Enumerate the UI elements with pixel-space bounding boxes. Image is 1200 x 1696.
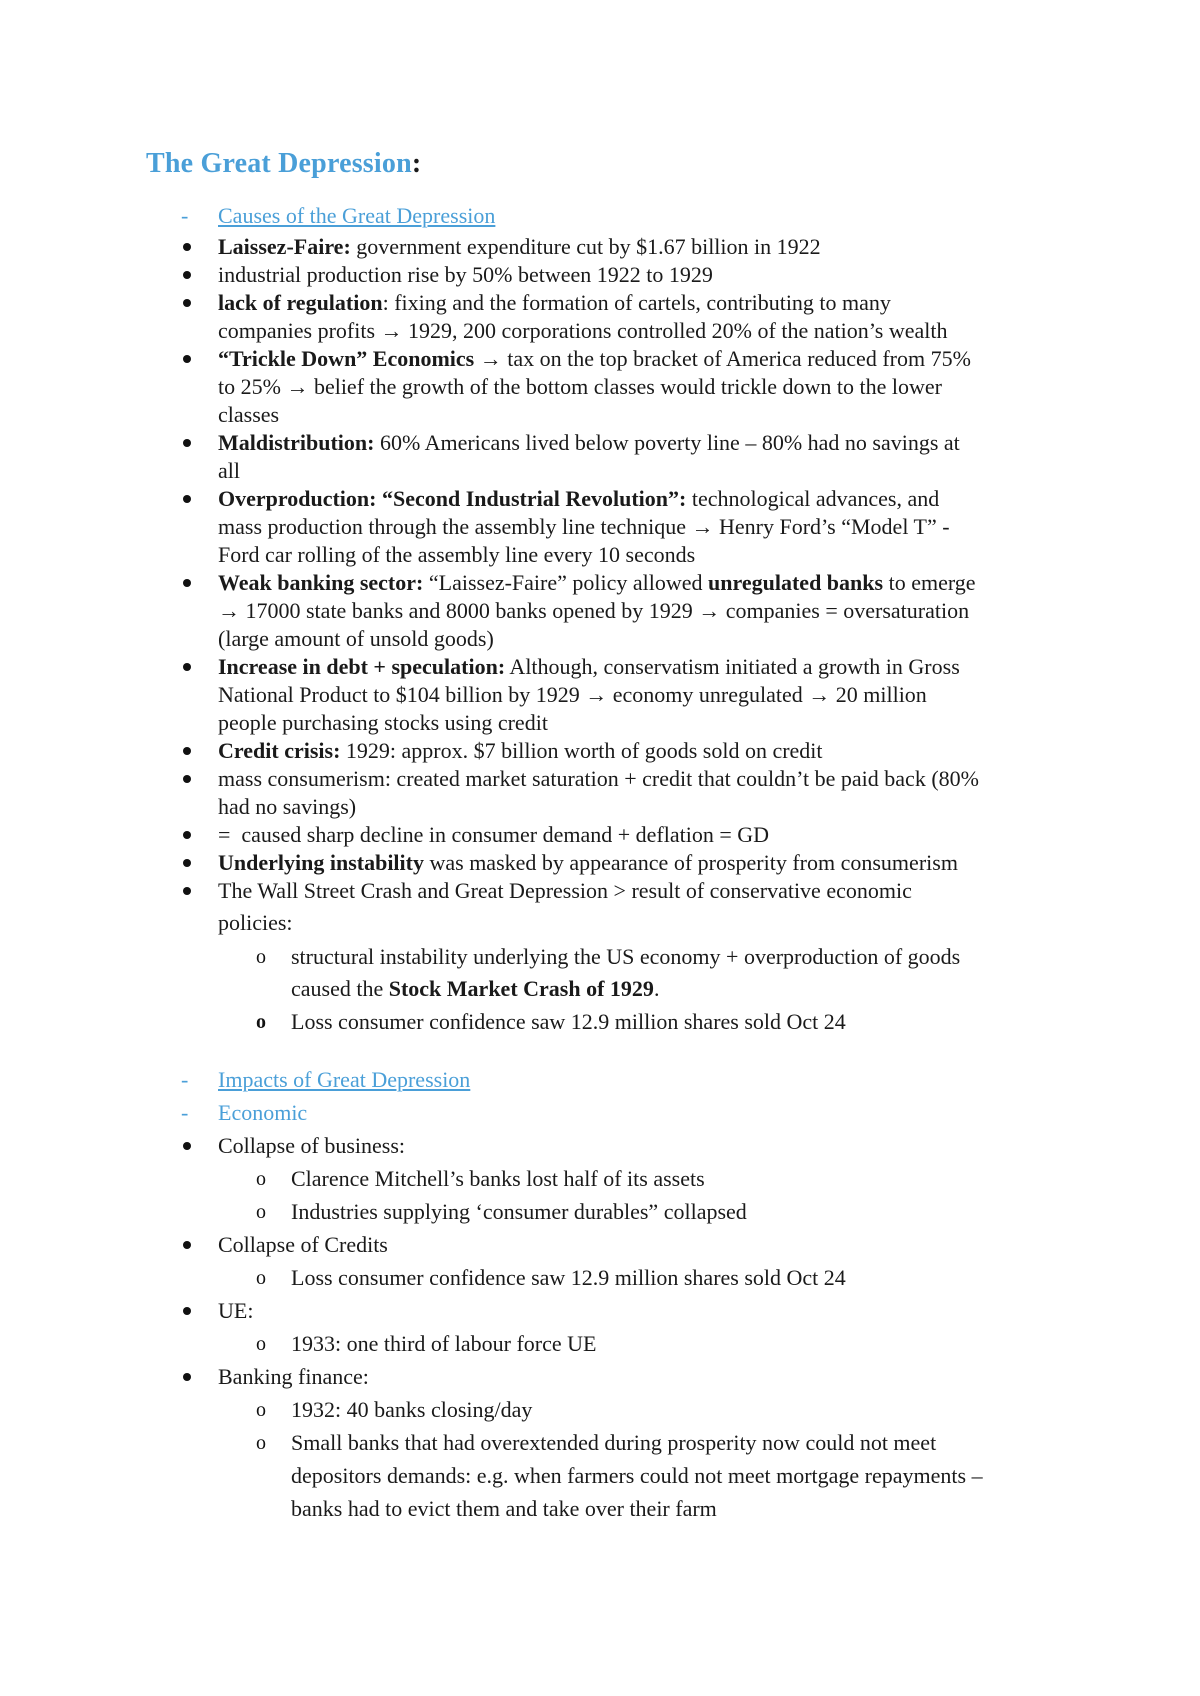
- bullet-dot: [183, 243, 191, 251]
- impacts-link[interactable]: Impacts of Great Depression: [218, 1067, 471, 1092]
- bullet-dot: [183, 859, 191, 867]
- bullet-dot: [183, 1307, 191, 1315]
- circle-bullet-icon: o: [256, 1399, 266, 1421]
- page-title: The Great Depression:: [146, 148, 422, 179]
- bullet-dot: [183, 495, 191, 503]
- circle-bullet-icon: o: [256, 1011, 266, 1033]
- circle-bullet-icon: o: [256, 1201, 266, 1223]
- circle-bullet-icon: o: [256, 1267, 266, 1289]
- bullet-dot: [183, 1142, 191, 1150]
- bullet-dot: [183, 887, 191, 895]
- dash-marker: -: [181, 1067, 189, 1092]
- bullet-dot: [183, 579, 191, 587]
- bullet-dot: [183, 299, 191, 307]
- circle-bullet-icon: o: [256, 1168, 266, 1190]
- dash-marker: -: [181, 203, 189, 228]
- bullet-dot: [183, 355, 191, 363]
- circle-bullet-icon: o: [256, 1432, 266, 1454]
- bullet-dot: [183, 747, 191, 755]
- bullet-dot: [183, 1373, 191, 1381]
- bullet-dot: [183, 439, 191, 447]
- dash-marker: -: [181, 1100, 189, 1125]
- bullet-dot: [183, 775, 191, 783]
- bullet-dot: [183, 1241, 191, 1249]
- circle-bullet-icon: o: [256, 1333, 266, 1355]
- bullet-dot: [183, 271, 191, 279]
- circle-bullet-icon: o: [256, 946, 266, 968]
- bullet-dot: [183, 831, 191, 839]
- bullet-dot: [183, 663, 191, 671]
- causes-link[interactable]: Causes of the Great Depression: [218, 203, 496, 228]
